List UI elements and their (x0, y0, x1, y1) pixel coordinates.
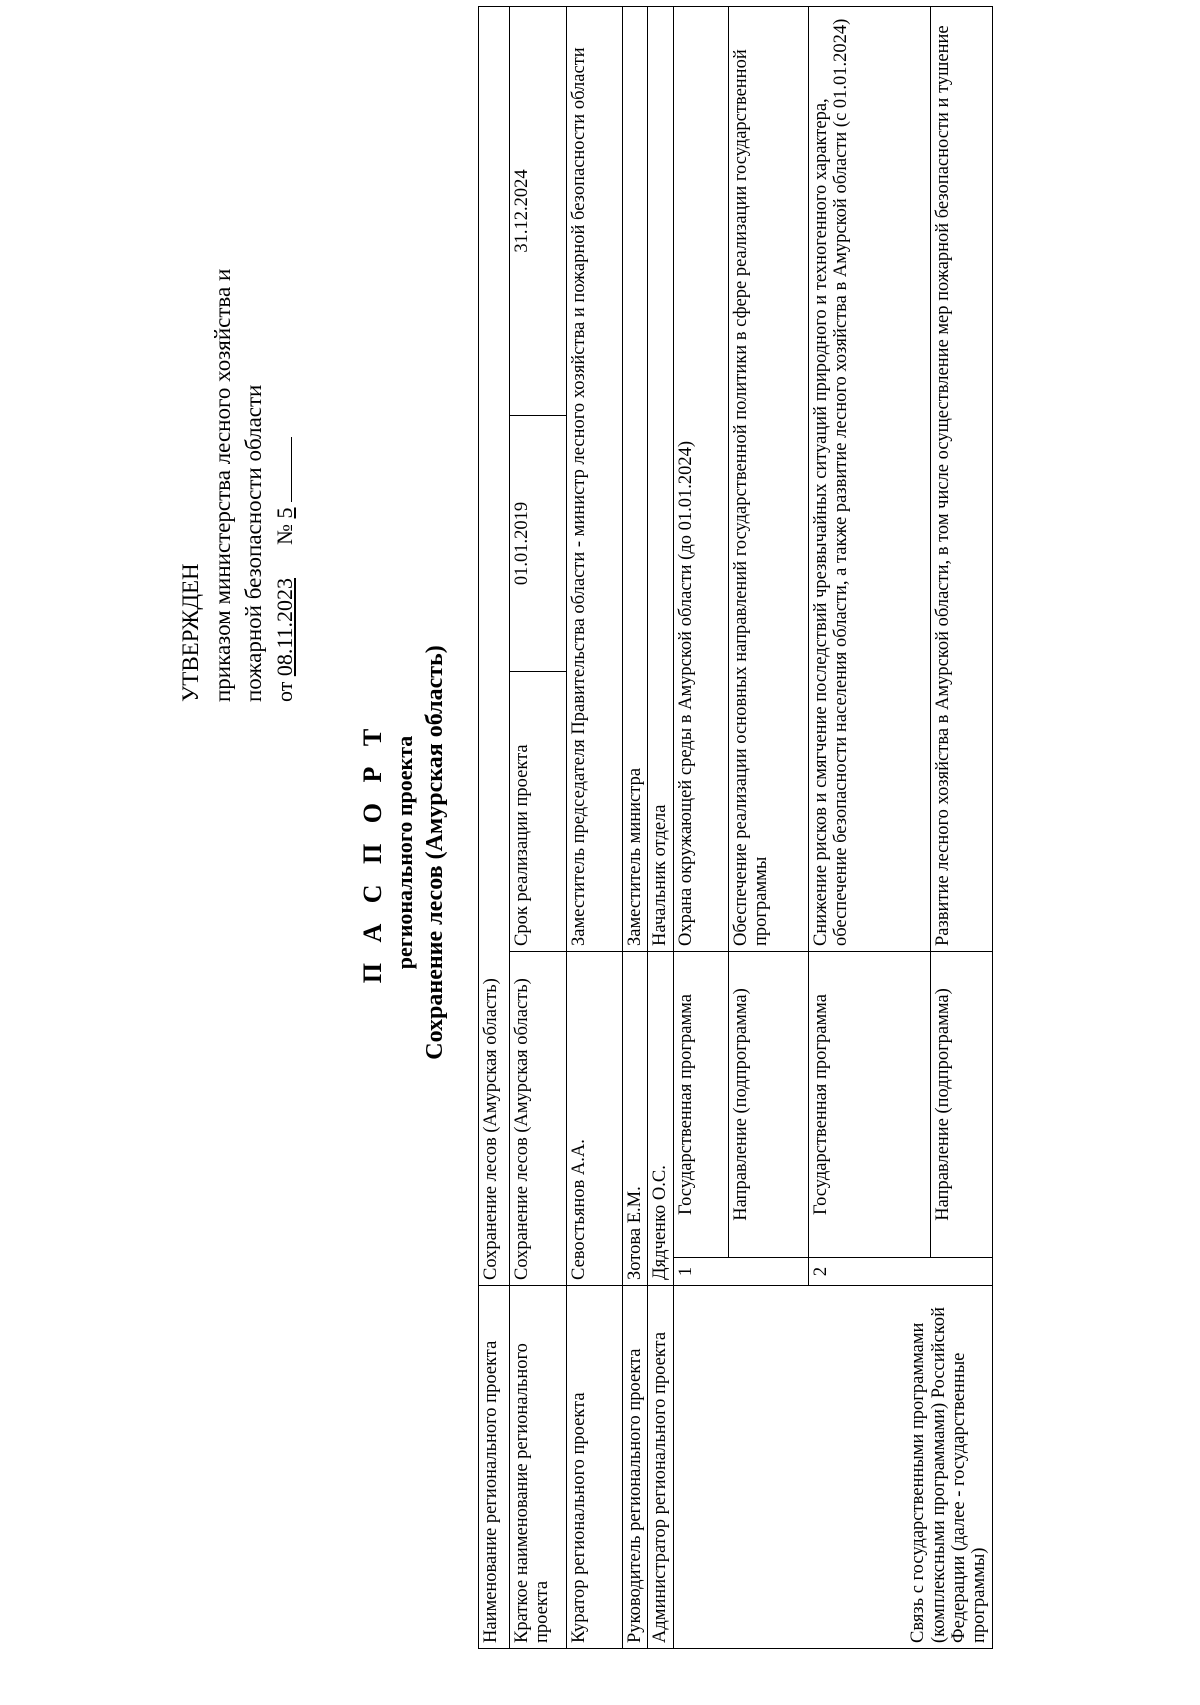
short-name-label: Краткое наименование регионального проекта (510, 1286, 567, 1649)
name-value: Сохранение лесов (Амурская область) (479, 6, 510, 1285)
approval-date: 08.11.2023 (272, 577, 298, 677)
name-label: Наименование регионального проекта (479, 1286, 510, 1649)
table-row (510, 6, 567, 1648)
project-title: Сохранение лесов (Амурская область) (422, 645, 448, 1060)
admin-position: Начальник отдела (648, 6, 673, 951)
program-2-label: Государственная программа (808, 952, 930, 1258)
program-1-value: Охрана окружающей среды в Амурской области (до 01.01.2024) (673, 6, 728, 951)
table-row (623, 6, 648, 1648)
program-1-label: Государственная программа (673, 952, 728, 1258)
approval-heading: УТВЕРЖДЕН (178, 563, 203, 702)
table-row (673, 6, 728, 1648)
program-2-number: 2 (808, 1258, 992, 1286)
approval-stamp (175, 202, 301, 702)
approval-signature-line (270, 202, 300, 702)
program-1-direction-value: Обеспечение реализации основных направлений государственной политики в сфере реализации государственной программы (728, 6, 808, 951)
doc-title: П А С П О Р Т (358, 721, 387, 984)
head-label: Руководитель регионального проекта (623, 1286, 648, 1649)
curator-position: Заместитель председателя Правительства области - министр лесного хозяйства и пожарной безопасности области (567, 6, 623, 951)
admin-label: Администратор регионального проекта (648, 1286, 673, 1649)
term-end: 31.12.2024 (510, 6, 567, 415)
head-name: Зотова Е.М. (623, 952, 648, 1286)
short-name-value: Сохранение лесов (Амурская область) (510, 952, 567, 1286)
approval-number: 5 (272, 507, 298, 519)
table-row (567, 6, 623, 1648)
approval-line-2: пожарной безопасности области (241, 384, 267, 702)
program-1-number: 1 (673, 1258, 808, 1286)
doc-subtitle: регионального проекта (392, 735, 417, 970)
program-1-direction-label: Направление (подпрограмма) (728, 952, 808, 1258)
term-start: 01.01.2019 (510, 416, 567, 672)
program-2-direction-value: Развитие лесного хозяйства в Амурской области, в том числе осуществление мер пожарной безопасности и тушение (930, 6, 992, 951)
number-label: № (272, 523, 298, 545)
table-row (479, 6, 510, 1648)
passport-table (478, 6, 993, 1649)
program-2-value: Снижение рисков и смягчение последствий чрезвычайных ситуаций природного и техногенного характера, обеспечение безопасности населения области, а также развитие лесного хозяйства в Амурской области (с 01.01.2024) (808, 6, 930, 951)
curator-name: Севостьянов А.А. (567, 952, 623, 1286)
underline (273, 437, 292, 502)
program-link-label: Связь с государственными программами (комплексными программами) Российской Федерации (далее - государственные программы) (673, 1286, 992, 1649)
admin-name: Дядченко О.С. (648, 952, 673, 1286)
curator-label: Куратор регионального проекта (567, 1286, 623, 1649)
program-2-direction-label: Направление (подпрограмма) (930, 952, 992, 1258)
table-row (648, 6, 673, 1648)
head-position: Заместитель министра (623, 6, 648, 951)
approval-line-1: приказом министерства лесного хозяйства и (209, 268, 235, 702)
from-label: от (272, 681, 298, 702)
term-label: Срок реализации проекта (510, 672, 567, 952)
